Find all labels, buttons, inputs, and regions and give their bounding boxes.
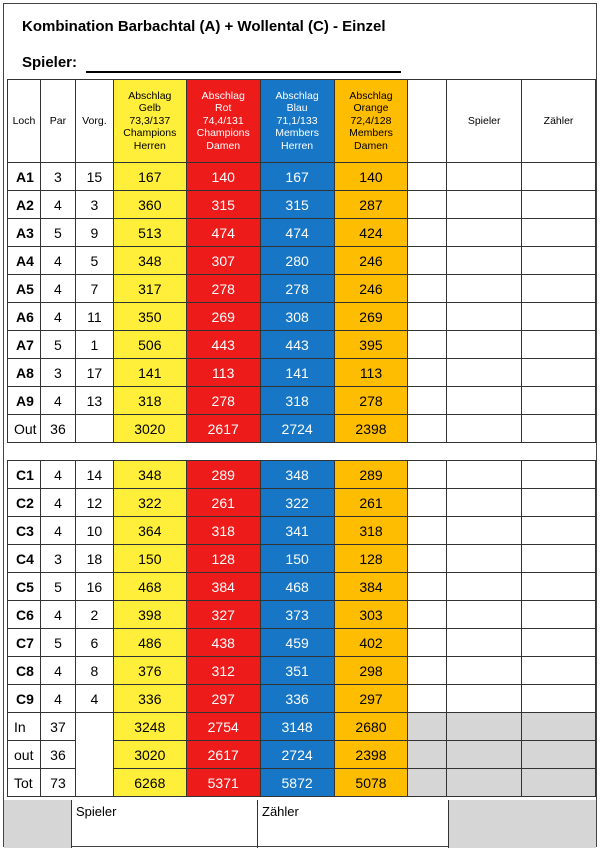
score-zaehler-cell[interactable] [522, 219, 596, 247]
hole-handicap: 11 [75, 303, 113, 331]
tee-rot-rating: 74,4/131 [202, 114, 244, 127]
signature-zaehler-label: Zähler [262, 804, 299, 819]
score-extra-cell[interactable] [408, 545, 447, 573]
score-spieler-cell[interactable] [447, 275, 522, 303]
signature-blank-left [4, 800, 72, 848]
distance-orange: 289 [334, 461, 408, 489]
total-spieler-cell [447, 769, 522, 797]
header-tee-orange [334, 80, 408, 163]
distance-rot: 128 [186, 545, 260, 573]
out-gelb: 3020 [113, 415, 186, 443]
distance-orange: 128 [334, 545, 408, 573]
score-extra-cell[interactable] [408, 685, 447, 713]
score-extra-cell[interactable] [408, 489, 447, 517]
hole-number: A8 [8, 359, 41, 387]
distance-blau: 341 [260, 517, 334, 545]
hole-row [8, 163, 596, 191]
hole-row [8, 219, 596, 247]
distance-blau: 315 [260, 191, 334, 219]
hole-number: A6 [8, 303, 41, 331]
score-spieler-cell[interactable] [447, 601, 522, 629]
hole-number: C4 [8, 545, 41, 573]
score-spieler-cell[interactable] [447, 387, 522, 415]
total-label: In [8, 713, 41, 741]
tee-blau-line4: Members [275, 127, 319, 140]
distance-gelb: 348 [113, 461, 186, 489]
scorecard-title: Kombination Barbachtal (A) + Wollental (C) - Einzel [22, 18, 386, 35]
hole-number: A5 [8, 275, 41, 303]
distance-gelb: 468 [113, 573, 186, 601]
scorecard [3, 3, 597, 847]
distance-orange: 402 [334, 629, 408, 657]
hole-row [8, 573, 596, 601]
score-spieler-cell[interactable] [447, 331, 522, 359]
total-par: 73 [40, 769, 75, 797]
score-spieler-cell[interactable] [447, 219, 522, 247]
score-extra-cell[interactable] [408, 247, 447, 275]
hole-handicap: 5 [75, 247, 113, 275]
hole-handicap: 10 [75, 517, 113, 545]
distance-rot: 140 [186, 163, 260, 191]
score-extra-cell[interactable] [408, 629, 447, 657]
hole-row [8, 247, 596, 275]
distance-blau: 308 [260, 303, 334, 331]
hole-par: 4 [40, 247, 75, 275]
hole-handicap: 7 [75, 275, 113, 303]
hole-row [8, 685, 596, 713]
distance-rot: 443 [186, 331, 260, 359]
out-label: Out [8, 415, 41, 443]
score-spieler-cell[interactable] [447, 461, 522, 489]
header-loch: Loch [8, 80, 41, 163]
header-vorg: Vorg. [75, 80, 113, 163]
score-extra-cell[interactable] [408, 303, 447, 331]
hole-par: 4 [40, 275, 75, 303]
score-extra-cell[interactable] [408, 191, 447, 219]
hole-number: C3 [8, 517, 41, 545]
hole-number: C7 [8, 629, 41, 657]
score-zaehler-cell[interactable] [522, 489, 596, 517]
distance-gelb: 322 [113, 489, 186, 517]
hole-number: C2 [8, 489, 41, 517]
total-extra-cell [408, 769, 447, 797]
hole-row [8, 657, 596, 685]
distance-gelb: 336 [113, 685, 186, 713]
hole-number: A7 [8, 331, 41, 359]
total-blau: 5872 [260, 769, 334, 797]
score-extra-cell[interactable] [408, 275, 447, 303]
hole-handicap: 16 [75, 573, 113, 601]
tee-rot-line4: Champions [196, 127, 250, 140]
distance-orange: 395 [334, 331, 408, 359]
hole-row [8, 517, 596, 545]
hole-handicap: 8 [75, 657, 113, 685]
score-spieler-cell[interactable] [447, 657, 522, 685]
distance-orange: 384 [334, 573, 408, 601]
score-spieler-cell[interactable] [447, 191, 522, 219]
distance-blau: 336 [260, 685, 334, 713]
tee-rot-line1: Abschlag [201, 89, 245, 102]
hole-row [8, 601, 596, 629]
distance-orange: 303 [334, 601, 408, 629]
total-rot: 2617 [186, 741, 260, 769]
distance-rot: 113 [186, 359, 260, 387]
distance-gelb: 376 [113, 657, 186, 685]
score-zaehler-cell[interactable] [522, 685, 596, 713]
header-tee-gelb [113, 80, 186, 163]
distance-orange: 278 [334, 387, 408, 415]
hole-par: 4 [40, 601, 75, 629]
hole-handicap: 18 [75, 545, 113, 573]
distance-gelb: 141 [113, 359, 186, 387]
distance-blau: 167 [260, 163, 334, 191]
hole-handicap: 15 [75, 163, 113, 191]
hole-handicap: 3 [75, 191, 113, 219]
score-zaehler-cell[interactable] [522, 359, 596, 387]
score-extra-cell[interactable] [408, 219, 447, 247]
distance-gelb: 317 [113, 275, 186, 303]
tee-gelb-line4: Champions [123, 127, 177, 140]
score-spieler-cell[interactable] [447, 629, 522, 657]
hole-number: A9 [8, 387, 41, 415]
hole-number: A3 [8, 219, 41, 247]
score-zaehler-cell[interactable] [522, 629, 596, 657]
score-spieler-cell[interactable] [447, 163, 522, 191]
total-orange: 2680 [334, 713, 408, 741]
out-zaehler-cell[interactable] [522, 415, 596, 443]
hole-par: 3 [40, 163, 75, 191]
distance-gelb: 398 [113, 601, 186, 629]
tee-blau-line1: Abschlag [275, 89, 319, 102]
hole-number: A2 [8, 191, 41, 219]
back-nine-table [7, 460, 596, 797]
total-gelb: 3248 [113, 713, 186, 741]
tee-gelb-line5: Herren [133, 139, 166, 152]
player-name-line [86, 71, 401, 73]
distance-blau: 280 [260, 247, 334, 275]
total-gelb: 3020 [113, 741, 186, 769]
header-blank [408, 80, 447, 163]
distance-blau: 373 [260, 601, 334, 629]
score-zaehler-cell[interactable] [522, 331, 596, 359]
score-extra-cell[interactable] [408, 163, 447, 191]
distance-rot: 474 [186, 219, 260, 247]
tee-orange-line2: Orange [353, 102, 389, 115]
signature-spieler-box[interactable] [72, 800, 258, 848]
score-zaehler-cell[interactable] [522, 601, 596, 629]
score-spieler-cell[interactable] [447, 489, 522, 517]
header-spieler: Spieler [447, 80, 522, 163]
hole-par: 4 [40, 517, 75, 545]
out-total-row [8, 415, 596, 443]
distance-rot: 307 [186, 247, 260, 275]
header-zaehler: Zähler [522, 80, 596, 163]
distance-rot: 438 [186, 629, 260, 657]
score-zaehler-cell[interactable] [522, 275, 596, 303]
hole-number: A1 [8, 163, 41, 191]
total-hcp-blank [75, 713, 113, 797]
score-spieler-cell[interactable] [447, 359, 522, 387]
distance-blau: 351 [260, 657, 334, 685]
hole-row [8, 629, 596, 657]
score-spieler-cell[interactable] [447, 685, 522, 713]
distance-gelb: 360 [113, 191, 186, 219]
front-nine-table [7, 79, 596, 443]
distance-gelb: 506 [113, 331, 186, 359]
tee-gelb-rating: 73,3/137 [129, 114, 171, 127]
header-tee-blau [260, 80, 334, 163]
distance-blau: 468 [260, 573, 334, 601]
player-label: Spieler: [22, 54, 78, 71]
hole-par: 4 [40, 191, 75, 219]
distance-orange: 297 [334, 685, 408, 713]
hole-row [8, 191, 596, 219]
distance-orange: 246 [334, 247, 408, 275]
tee-rot-line5: Damen [206, 139, 241, 152]
hole-number: C6 [8, 601, 41, 629]
total-par: 37 [40, 713, 75, 741]
total-zaehler-cell [522, 741, 596, 769]
out-hcp-blank [75, 415, 113, 443]
out-spieler-cell[interactable] [447, 415, 522, 443]
total-rot: 2754 [186, 713, 260, 741]
score-extra-cell[interactable] [408, 387, 447, 415]
total-spieler-cell [447, 741, 522, 769]
total-extra-cell [408, 713, 447, 741]
distance-rot: 384 [186, 573, 260, 601]
distance-orange: 261 [334, 489, 408, 517]
hole-row [8, 275, 596, 303]
hole-row [8, 303, 596, 331]
distance-rot: 297 [186, 685, 260, 713]
score-extra-cell[interactable] [408, 331, 447, 359]
signature-zaehler-box[interactable] [258, 800, 449, 848]
total-label: out [8, 741, 41, 769]
hole-handicap: 12 [75, 489, 113, 517]
total-par: 36 [40, 741, 75, 769]
hole-par: 3 [40, 359, 75, 387]
hole-handicap: 4 [75, 685, 113, 713]
header-row [8, 80, 596, 163]
hole-par: 4 [40, 387, 75, 415]
score-zaehler-cell[interactable] [522, 387, 596, 415]
signature-spieler-label: Spieler [76, 804, 117, 819]
out-extra-cell[interactable] [408, 415, 447, 443]
score-zaehler-cell[interactable] [522, 657, 596, 685]
score-zaehler-cell[interactable] [522, 247, 596, 275]
score-extra-cell[interactable] [408, 657, 447, 685]
hole-handicap: 1 [75, 331, 113, 359]
score-extra-cell[interactable] [408, 461, 447, 489]
distance-rot: 289 [186, 461, 260, 489]
total-zaehler-cell [522, 769, 596, 797]
out-par: 36 [40, 415, 75, 443]
hole-number: A4 [8, 247, 41, 275]
header-tee-rot [186, 80, 260, 163]
header-par: Par [40, 80, 75, 163]
total-orange: 5078 [334, 769, 408, 797]
distance-gelb: 486 [113, 629, 186, 657]
hole-par: 4 [40, 303, 75, 331]
distance-gelb: 318 [113, 387, 186, 415]
total-orange: 2398 [334, 741, 408, 769]
distance-orange: 269 [334, 303, 408, 331]
distance-rot: 318 [186, 517, 260, 545]
out-rot: 2617 [186, 415, 260, 443]
total-row [8, 713, 596, 741]
distance-rot: 278 [186, 387, 260, 415]
distance-orange: 113 [334, 359, 408, 387]
hole-row [8, 489, 596, 517]
score-zaehler-cell[interactable] [522, 545, 596, 573]
tee-orange-line1: Abschlag [349, 89, 393, 102]
distance-gelb: 513 [113, 219, 186, 247]
signature-blank-right [449, 800, 596, 848]
distance-rot: 261 [186, 489, 260, 517]
hole-par: 4 [40, 685, 75, 713]
score-extra-cell[interactable] [408, 517, 447, 545]
distance-rot: 269 [186, 303, 260, 331]
distance-orange: 246 [334, 275, 408, 303]
hole-par: 4 [40, 657, 75, 685]
hole-par: 5 [40, 331, 75, 359]
tee-gelb-line1: Abschlag [128, 89, 172, 102]
distance-blau: 322 [260, 489, 334, 517]
tee-rot-line2: Rot [215, 102, 232, 115]
hole-handicap: 13 [75, 387, 113, 415]
distance-gelb: 167 [113, 163, 186, 191]
score-extra-cell[interactable] [408, 359, 447, 387]
hole-par: 4 [40, 461, 75, 489]
score-spieler-cell[interactable] [447, 573, 522, 601]
hole-row [8, 387, 596, 415]
total-gelb: 6268 [113, 769, 186, 797]
score-zaehler-cell[interactable] [522, 303, 596, 331]
score-extra-cell[interactable] [408, 601, 447, 629]
distance-gelb: 364 [113, 517, 186, 545]
distance-blau: 474 [260, 219, 334, 247]
out-blau: 2724 [260, 415, 334, 443]
distance-rot: 312 [186, 657, 260, 685]
distance-orange: 318 [334, 517, 408, 545]
hole-handicap: 6 [75, 629, 113, 657]
score-zaehler-cell[interactable] [522, 573, 596, 601]
tee-blau-rating: 71,1/133 [276, 114, 318, 127]
hole-row [8, 359, 596, 387]
tee-blau-line5: Herren [281, 139, 314, 152]
distance-blau: 348 [260, 461, 334, 489]
distance-rot: 315 [186, 191, 260, 219]
hole-number: C8 [8, 657, 41, 685]
score-zaehler-cell[interactable] [522, 461, 596, 489]
distance-rot: 278 [186, 275, 260, 303]
tee-orange-line5: Damen [354, 139, 388, 152]
score-spieler-cell[interactable] [447, 303, 522, 331]
total-blau: 2724 [260, 741, 334, 769]
hole-number: C5 [8, 573, 41, 601]
hole-row [8, 545, 596, 573]
tee-blau-line2: Blau [286, 102, 308, 115]
total-extra-cell [408, 741, 447, 769]
tee-orange-rating: 72,4/128 [350, 114, 392, 127]
hole-par: 3 [40, 545, 75, 573]
tee-gelb-line2: Gelb [138, 102, 161, 115]
hole-handicap: 9 [75, 219, 113, 247]
tee-orange-line4: Members [349, 127, 393, 140]
total-blau: 3148 [260, 713, 334, 741]
distance-blau: 443 [260, 331, 334, 359]
score-spieler-cell[interactable] [447, 545, 522, 573]
hole-handicap: 2 [75, 601, 113, 629]
distance-blau: 141 [260, 359, 334, 387]
hole-handicap: 14 [75, 461, 113, 489]
distance-gelb: 150 [113, 545, 186, 573]
distance-blau: 278 [260, 275, 334, 303]
hole-number: C1 [8, 461, 41, 489]
distance-orange: 298 [334, 657, 408, 685]
score-zaehler-cell[interactable] [522, 517, 596, 545]
distance-orange: 424 [334, 219, 408, 247]
hole-par: 4 [40, 489, 75, 517]
hole-row [8, 461, 596, 489]
out-orange: 2398 [334, 415, 408, 443]
distance-gelb: 348 [113, 247, 186, 275]
hole-row [8, 331, 596, 359]
distance-blau: 318 [260, 387, 334, 415]
distance-orange: 140 [334, 163, 408, 191]
total-zaehler-cell [522, 713, 596, 741]
distance-orange: 287 [334, 191, 408, 219]
distance-gelb: 350 [113, 303, 186, 331]
score-zaehler-cell[interactable] [522, 191, 596, 219]
hole-handicap: 17 [75, 359, 113, 387]
total-label: Tot [8, 769, 41, 797]
score-zaehler-cell[interactable] [522, 163, 596, 191]
total-spieler-cell [447, 713, 522, 741]
hole-number: C9 [8, 685, 41, 713]
distance-blau: 150 [260, 545, 334, 573]
distance-blau: 459 [260, 629, 334, 657]
hole-par: 5 [40, 573, 75, 601]
score-spieler-cell[interactable] [447, 517, 522, 545]
hole-par: 5 [40, 629, 75, 657]
score-spieler-cell[interactable] [447, 247, 522, 275]
distance-rot: 327 [186, 601, 260, 629]
score-extra-cell[interactable] [408, 573, 447, 601]
hole-par: 5 [40, 219, 75, 247]
total-rot: 5371 [186, 769, 260, 797]
